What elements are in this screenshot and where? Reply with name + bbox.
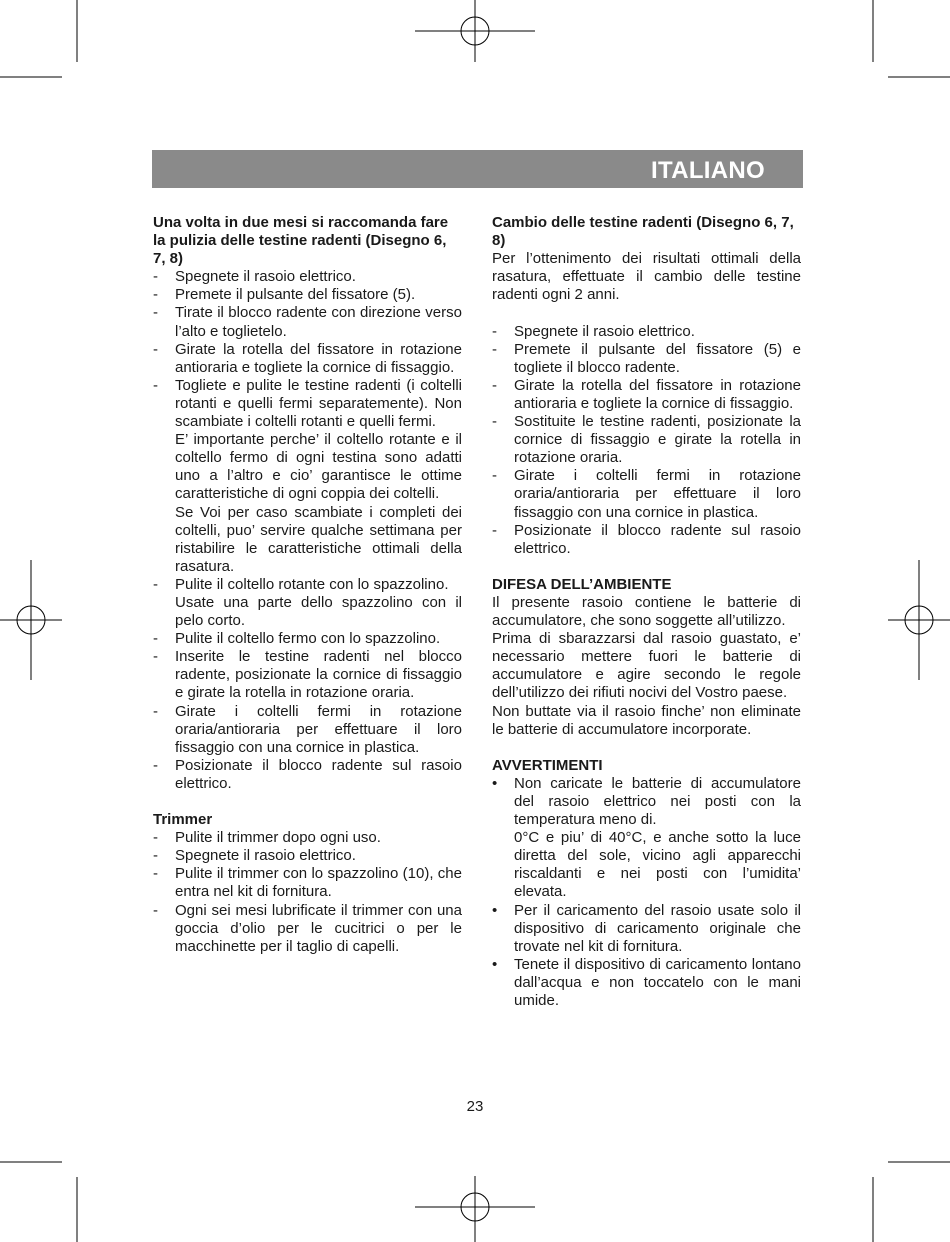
- dash-marker: -: [492, 322, 497, 340]
- note-paragraph: Usate una parte dello spazzolino con il pelo corto.: [175, 593, 462, 630]
- bullet-marker: •: [492, 774, 498, 792]
- dash-marker: -: [492, 340, 497, 358]
- dash-marker: -: [153, 756, 158, 774]
- bullet-marker: •: [492, 955, 498, 973]
- bullet-marker: •: [492, 901, 498, 919]
- warning-item: • Non caricate le batterie di accumulatore del rasoio elettrico nei posti con la temperatura meno di.: [492, 774, 801, 829]
- registration-mark-top: [415, 0, 535, 62]
- warning-item: • Per il caricamento del rasoio usate solo il dispositivo di caricamento originale che trovate nel kit di fornitura.: [492, 901, 801, 955]
- list-item: - Pulite il trimmer con lo spazzolino (10), che entra nel kit di fornitura.: [153, 865, 462, 901]
- list-item: - Ogni sei mesi lubrificate il trimmer con una goccia d’olio per le cucitrici o per le macchinette per il taglio di capelli.: [153, 901, 462, 955]
- list-item: - Premete il pulsante del fissatore (5) e togliete il blocco radente.: [492, 340, 801, 376]
- dash-marker: -: [492, 521, 497, 539]
- list-item: - Posizionate il blocco radente sul rasoio elettrico.: [492, 521, 801, 557]
- list-item: - Girate la rotella del fissatore in rotazione antioraria e togliete la cornice di fissaggio.: [153, 340, 462, 376]
- list-item: - Girate la rotella del fissatore in rotazione antioraria e togliete la cornice di fissaggio.: [492, 376, 801, 412]
- environment-paragraph: Il presente rasoio contiene le batterie di accumulatore, che sono soggette all’utilizzo.: [492, 593, 801, 630]
- dash-marker: -: [153, 268, 158, 286]
- spacer: [492, 304, 801, 322]
- list-item: - Posizionate il blocco radente sul rasoio elettrico.: [153, 756, 462, 792]
- list-item: - Premete il pulsante del fissatore (5).: [153, 286, 416, 304]
- registration-mark-left: [0, 560, 62, 680]
- dash-marker: -: [492, 376, 497, 394]
- warnings-heading: AVVERTIMENTI: [492, 756, 603, 774]
- cleaning-heading: Una volta in due mesi si raccomanda fare la pulizia delle testine radenti (Disegno 6, 7, 8): [153, 214, 449, 268]
- list-item: - Inserite le testine radenti nel blocco radente, posizionate la cornice di fissaggio e girate la rotella in rotazione oraria.: [153, 648, 462, 702]
- replacement-intro: Per l’ottenimento dei risultati ottimali della rasatura, effettuate il cambio delle testine radenti ogni 2 anni.: [492, 250, 801, 304]
- left-column: [153, 214, 462, 956]
- list-item: - Spegnete il rasoio elettrico.: [153, 268, 356, 286]
- dash-marker: -: [492, 413, 497, 431]
- dash-marker: -: [492, 467, 497, 485]
- dash-marker: -: [153, 648, 158, 666]
- page-number: 23: [466, 1098, 484, 1115]
- dash-marker: -: [153, 286, 158, 304]
- dash-marker: -: [153, 630, 158, 648]
- registration-mark-bottom: [415, 1176, 535, 1242]
- environment-heading: DIFESA DELL’AMBIENTE: [492, 575, 672, 593]
- list-item: - Girate i coltelli fermi in rotazione oraria/antioraria per effettuare il loro fissaggio con una cornice in plastica.: [153, 702, 462, 756]
- spacer: [492, 739, 801, 757]
- list-item: - Pulite il coltello rotante con lo spazzolino.: [153, 575, 449, 593]
- dash-marker: -: [153, 829, 158, 847]
- language-banner: [152, 150, 803, 188]
- spacer: [492, 558, 801, 576]
- dash-marker: -: [153, 340, 158, 358]
- spacer: [153, 793, 462, 811]
- list-item: - Tirate il blocco radente con direzione verso l’alto e toglietelo.: [153, 304, 462, 340]
- list-item: - Togliete e pulite le testine radenti (i coltelli rotanti e quelli fermi separatemente). Non scambiate i coltelli rotanti e quelli fermi.: [153, 376, 462, 431]
- dash-marker: -: [153, 702, 158, 720]
- dash-marker: -: [153, 376, 158, 394]
- warning-item: • Tenete il dispositivo di caricamento lontano dall’acqua e non toccatelo con le mani umide.: [492, 955, 801, 1010]
- note-paragraph: Se Voi per caso scambiate i completi dei coltelli, puo’ servire qualche settimana per ristabilire le caratteristiche ottimali della rasatura.: [175, 503, 462, 575]
- list-item: - Spegnete il rasoio elettrico.: [153, 847, 356, 865]
- registration-mark-right: [888, 560, 950, 680]
- list-item: - Pulite il coltello fermo con lo spazzolino.: [153, 630, 441, 648]
- environment-paragraph: Prima di sbarazzarsi dal rasoio guastato, e’ necessario mettere fuori le batterie di accumulatore e agire secondo le regole dell’utilizzo dei rifiuti nocivi del Vostro paese.: [492, 630, 801, 702]
- warning-continuation: 0°C e piu’ di 40°C, e anche sotto la luce diretta del sole, vicino agli apparecchi riscaldanti e nei posti con l’umidita’ elevata.: [514, 829, 801, 901]
- dash-marker: -: [153, 847, 158, 865]
- list-item: - Pulite il trimmer dopo ogni uso.: [153, 829, 381, 847]
- dash-marker: -: [153, 575, 158, 593]
- dash-marker: -: [153, 865, 158, 883]
- note-paragraph: E’ importante perche’ il coltello rotante e il coltello fermo di ogni testina sono adatti uno a l’altro e cio’ garantisce le ottime caratteristiche di ogni coppia dei coltelli.: [175, 431, 462, 503]
- replacement-heading: Cambio delle testine radenti (Disegno 6, 7, 8): [492, 214, 794, 250]
- list-item: - Girate i coltelli fermi in rotazione oraria/antioraria per effettuare il loro fissaggio con una cornice in plastica.: [492, 467, 801, 521]
- list-item: - Spegnete il rasoio elettrico.: [492, 322, 695, 340]
- trimmer-heading: Trimmer: [153, 811, 213, 829]
- dash-marker: -: [153, 304, 158, 322]
- environment-paragraph: Non buttate via il rasoio finche’ non eliminate le batterie di accumulatore incorporate.: [492, 702, 801, 738]
- language-title: ITALIANO: [651, 157, 765, 184]
- dash-marker: -: [153, 901, 158, 919]
- list-item: - Sostituite le testine radenti, posizionate la cornice di fissaggio e girate la rotella in rotazione oraria.: [492, 413, 801, 467]
- right-column: [492, 214, 801, 1010]
